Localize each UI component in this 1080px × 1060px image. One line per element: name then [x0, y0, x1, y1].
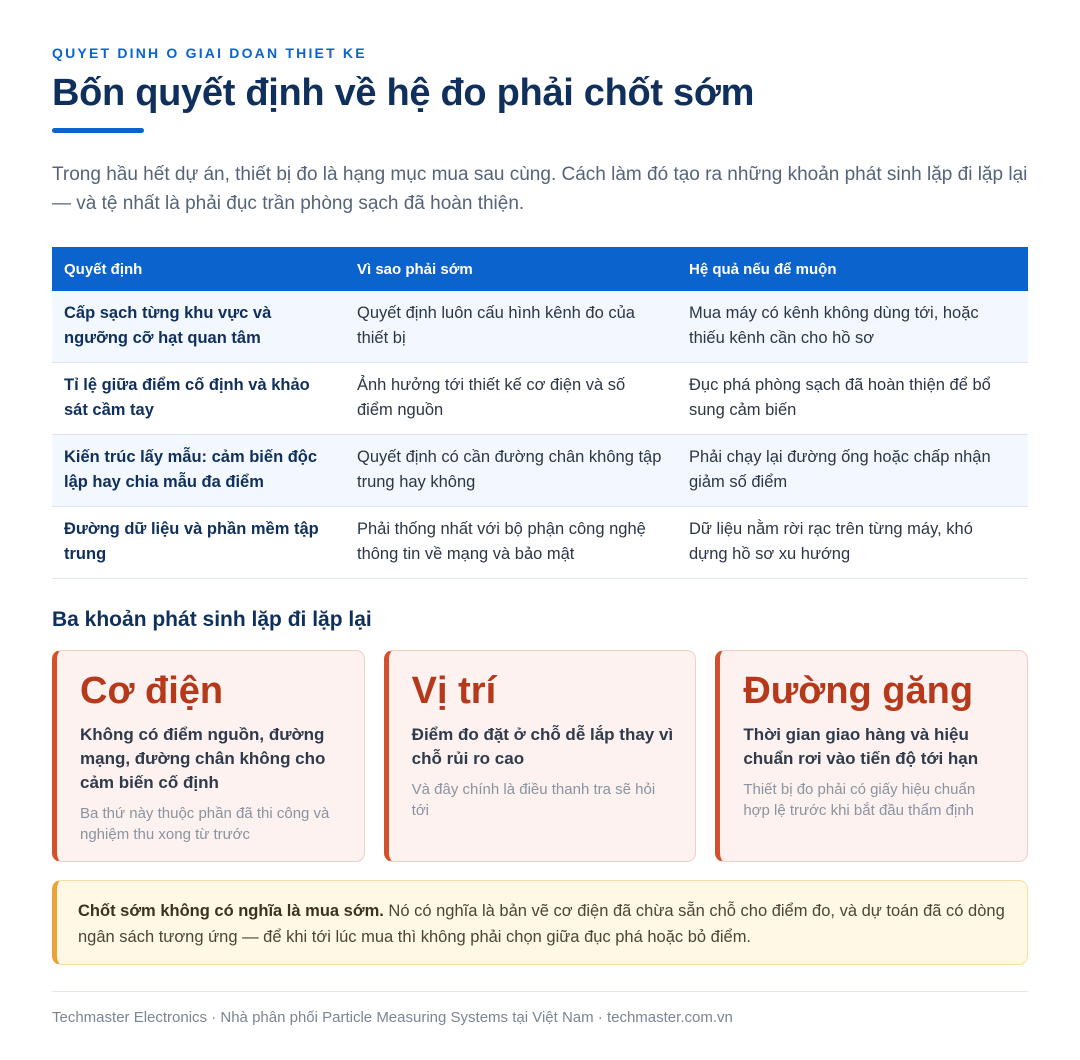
eyebrow-label: QUYET DINH O GIAI DOAN THIET KE	[52, 45, 367, 61]
card-note: Thiết bị đo phải có giấy hiệu chuẩn hợp lệ trước khi bắt đầu thẩm định	[743, 781, 976, 819]
table-cell-why-early: Phải thống nhất với bộ phận công nghệ thông tin về mạng và bảo mật	[345, 507, 677, 579]
table-cell-consequence: Đục phá phòng sạch đã hoàn thiện để bổ sung cảm biến	[677, 363, 1028, 435]
table-row	[52, 507, 1028, 579]
title-underline	[52, 128, 144, 133]
callout-text: Nó có nghĩa là bản vẽ cơ điện đã chừa sẵn chỗ cho điểm đo, và dự toán đã có dòng ngân sách tương ứng — để khi tới lúc mua thì không phải chọn giữa đục phá hoặc bỏ điểm.	[78, 902, 1005, 946]
table-header-row	[52, 247, 1028, 291]
cost-card-critical-path	[715, 650, 1028, 862]
table-header-consequence: Hệ quả nếu để muộn	[677, 247, 1028, 291]
table-cell-decision: Tỉ lệ giữa điểm cố định và khảo sát cầm tay	[52, 363, 345, 435]
footer-divider	[52, 991, 1028, 992]
table-row	[52, 435, 1028, 507]
footer-text: Techmaster Electronics · Nhà phân phối Particle Measuring Systems tại Việt Nam · techmaster.com.vn	[52, 1009, 733, 1026]
card-note: Ba thứ này thuộc phần đã thi công và nghiệm thu xong từ trước	[80, 805, 330, 843]
card-body: Thời gian giao hàng và hiệu chuẩn rơi vào tiến độ tới hạn	[743, 725, 979, 768]
table-cell-why-early: Quyết định có cần đường chân không tập trung hay không	[345, 435, 677, 507]
cost-cards	[52, 650, 1028, 862]
card-note: Và đây chính là điều thanh tra sẽ hỏi tới	[411, 781, 656, 819]
table-header-why-early: Vì sao phải sớm	[345, 247, 677, 291]
table-cell-consequence: Phải chạy lại đường ống hoặc chấp nhận giảm số điểm	[677, 435, 1028, 507]
cost-card-location	[384, 650, 697, 862]
page-title: Bốn quyết định về hệ đo phải chốt sớm	[52, 72, 755, 114]
decisions-table	[52, 247, 1028, 579]
table-header-decision: Quyết định	[52, 247, 345, 291]
table-cell-consequence: Dữ liệu nằm rời rạc trên từng máy, khó dựng hồ sơ xu hướng	[677, 507, 1028, 579]
table-cell-decision: Cấp sạch từng khu vực và ngưỡng cỡ hạt quan tâm	[52, 291, 345, 363]
callout-bold-text: Chốt sớm không có nghĩa là mua sớm.	[78, 902, 384, 920]
callout-note	[52, 880, 1028, 965]
table-cell-consequence: Mua máy có kênh không dùng tới, hoặc thiếu kênh cần cho hồ sơ	[677, 291, 1028, 363]
table-cell-decision: Đường dữ liệu và phần mềm tập trung	[52, 507, 345, 579]
table-row	[52, 363, 1028, 435]
table-cell-why-early: Quyết định luôn cấu hình kênh đo của thiết bị	[345, 291, 677, 363]
intro-paragraph: Trong hầu hết dự án, thiết bị đo là hạng mục mua sau cùng. Cách làm đó tạo ra những khoản phát sinh lặp đi lặp lại — và tệ nhất là phải đục trần phòng sạch đã hoàn thiện.	[52, 164, 1028, 214]
cost-card-mep	[52, 650, 365, 862]
card-body: Điểm đo đặt ở chỗ dễ lắp thay vì chỗ rủi ro cao	[411, 725, 674, 768]
card-title: Đường găng	[743, 670, 974, 712]
section-title: Ba khoản phát sinh lặp đi lặp lại	[52, 608, 372, 631]
card-body: Không có điểm nguồn, đường mạng, đường chân không cho cảm biến cố định	[80, 725, 326, 792]
card-title: Vị trí	[411, 670, 497, 712]
table-cell-why-early: Ảnh hưởng tới thiết kế cơ điện và số điểm nguồn	[345, 363, 677, 435]
card-title: Cơ điện	[80, 670, 224, 712]
table-cell-decision: Kiến trúc lấy mẫu: cảm biến độc lập hay chia mẫu đa điểm	[52, 435, 345, 507]
table-row	[52, 291, 1028, 363]
